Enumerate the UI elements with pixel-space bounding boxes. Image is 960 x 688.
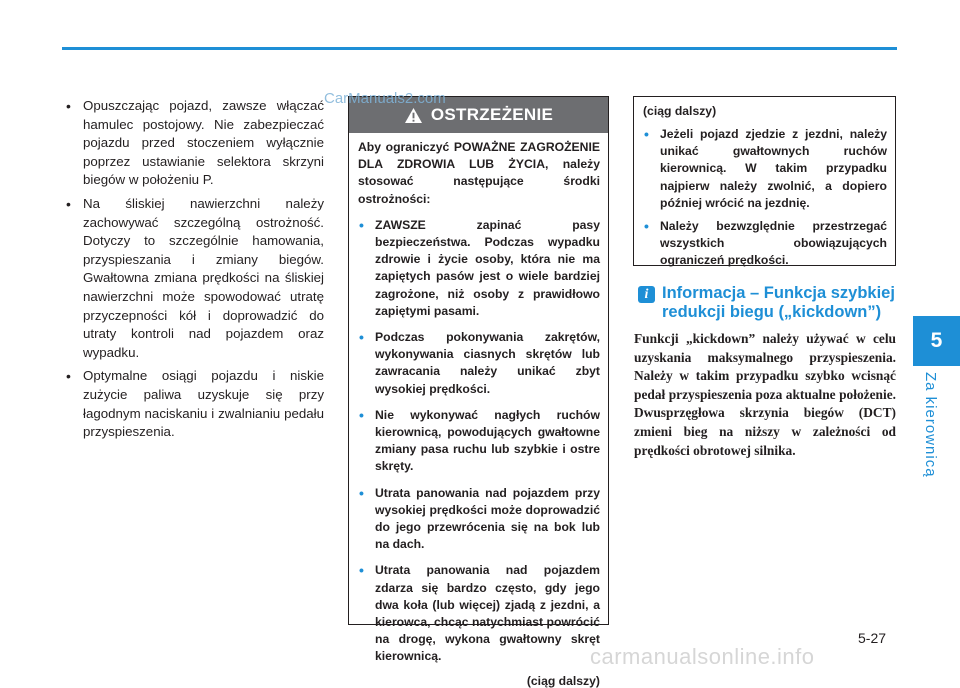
info-body: Funkcji „kickdown” należy używać w celu uzyskania maksymalnego przyspieszenia. Należy w takim przypadku szybko wcisnąć pedał przyspieszenia poza aktualne położenie. Dwusprzęgłowa skrzynia biegów (DCT) zmieni bieg na niższy w zależności od prędkości obrotowej silnika.: [634, 331, 896, 458]
warning-bullet-2: • Podczas pokonywania zakrętów, wykonywania ciasnych skrętów lub zawracania należy unikać zbyt wysokiej prędkości.: [358, 329, 600, 398]
chapter-number-tab: 5: [913, 316, 960, 366]
continuation-bullet-2: • Należy bezwzględnie przestrzegać wszystkich obowiązujących ograniczeń prędkości.: [643, 218, 887, 270]
info-section: [634, 284, 896, 460]
left-bullet-2: • Na śliskiej nawierzchni należy zachowywać szczególną ostrożność. Dotyczy to szczególnie hamowania, przyspieszania i zmiany biegów. Gwałtowna zmiana prędkości na śliskiej nawierzchni może spowodować utratę przyczepności kół i doprowadzić do utraty kontroli nad pojazdem oraz wypadku.: [62, 195, 324, 362]
watermark-top: CarManuals2.com: [324, 90, 446, 107]
chapter-title: Za kierownicą: [922, 372, 939, 478]
page-number: 5-27: [858, 630, 887, 646]
warning-intro: Aby ograniczyć POWAŻNE ZAGROŻENIE DLA ZDROWIA LUB ŻYCIA, należy stosować następujące środki ostrożności:: [358, 140, 600, 206]
watermark-bottom: carmanualsonline.info: [590, 644, 815, 669]
warning-body: [349, 133, 608, 688]
info-header: [638, 284, 896, 322]
warning-continued: (ciąg dalszy): [526, 673, 600, 688]
info-icon: i: [638, 286, 655, 303]
left-bullet-1: • Opuszczając pojazd, zawsze włączać hamulec postojowy. Nie zabezpieczać pojazdu przed stoczeniem wyłącznie poprzez ustawianie selektora skrzyni biegów w położeniu P.: [62, 97, 324, 190]
left-bullet-3: • Optymalne osiągi pojazdu i niskie zużycie paliwa uzyskuje się przy łagodnym naciskaniu i zwalnianiu pedału przyspieszenia.: [62, 367, 324, 441]
top-rule: [62, 47, 897, 50]
info-title: Informacja – Funkcja szybkiej redukcji biegu („kickdown”): [662, 284, 895, 321]
warning-bullet-3: • Nie wykonywać nagłych ruchów kierownicą, powodujących gwałtowne zmiany pasa ruchu lub szybkie i ostre skręty.: [358, 407, 600, 476]
warning-bullet-5: • Utrata panowania nad pojazdem zdarza się bardzo często, gdy jego dwa koła (lub więcej) zjadą z jezdni, a kierowca, chcąc natychmiast powrócić na drogę, wykona gwałtowny skręt kierownicą.: [358, 562, 600, 665]
continuation-box: [633, 96, 896, 266]
continuation-title: (ciąg dalszy): [643, 104, 717, 118]
warning-bullet-1: • ZAWSZE zapinać pasy bezpieczeństwa. Podczas wypadku zdrowie i życie osoby, która nie ma zapiętych pasów jest o wiele bardziej zagrożone, niż osoby z prawidłowo zapiętymi pasami.: [358, 217, 600, 320]
warning-bullet-4: • Utrata panowania nad pojazdem przy wysokiej prędkości może doprowadzić do jego przewrócenia się na bok lub na dach.: [358, 485, 600, 554]
continuation-bullet-1: • Jeżeli pojazd zjedzie z jezdni, należy unikać gwałtownych ruchów kierownicą. W takim przypadku najpierw należy zwolnić, a dopiero później wrócić na jezdnię.: [643, 126, 887, 212]
warning-box: [348, 96, 609, 688]
left-column: [62, 97, 324, 447]
warning-heading: OSTRZEŻENIE: [430, 105, 554, 124]
warning-triangle-icon: [404, 107, 423, 124]
